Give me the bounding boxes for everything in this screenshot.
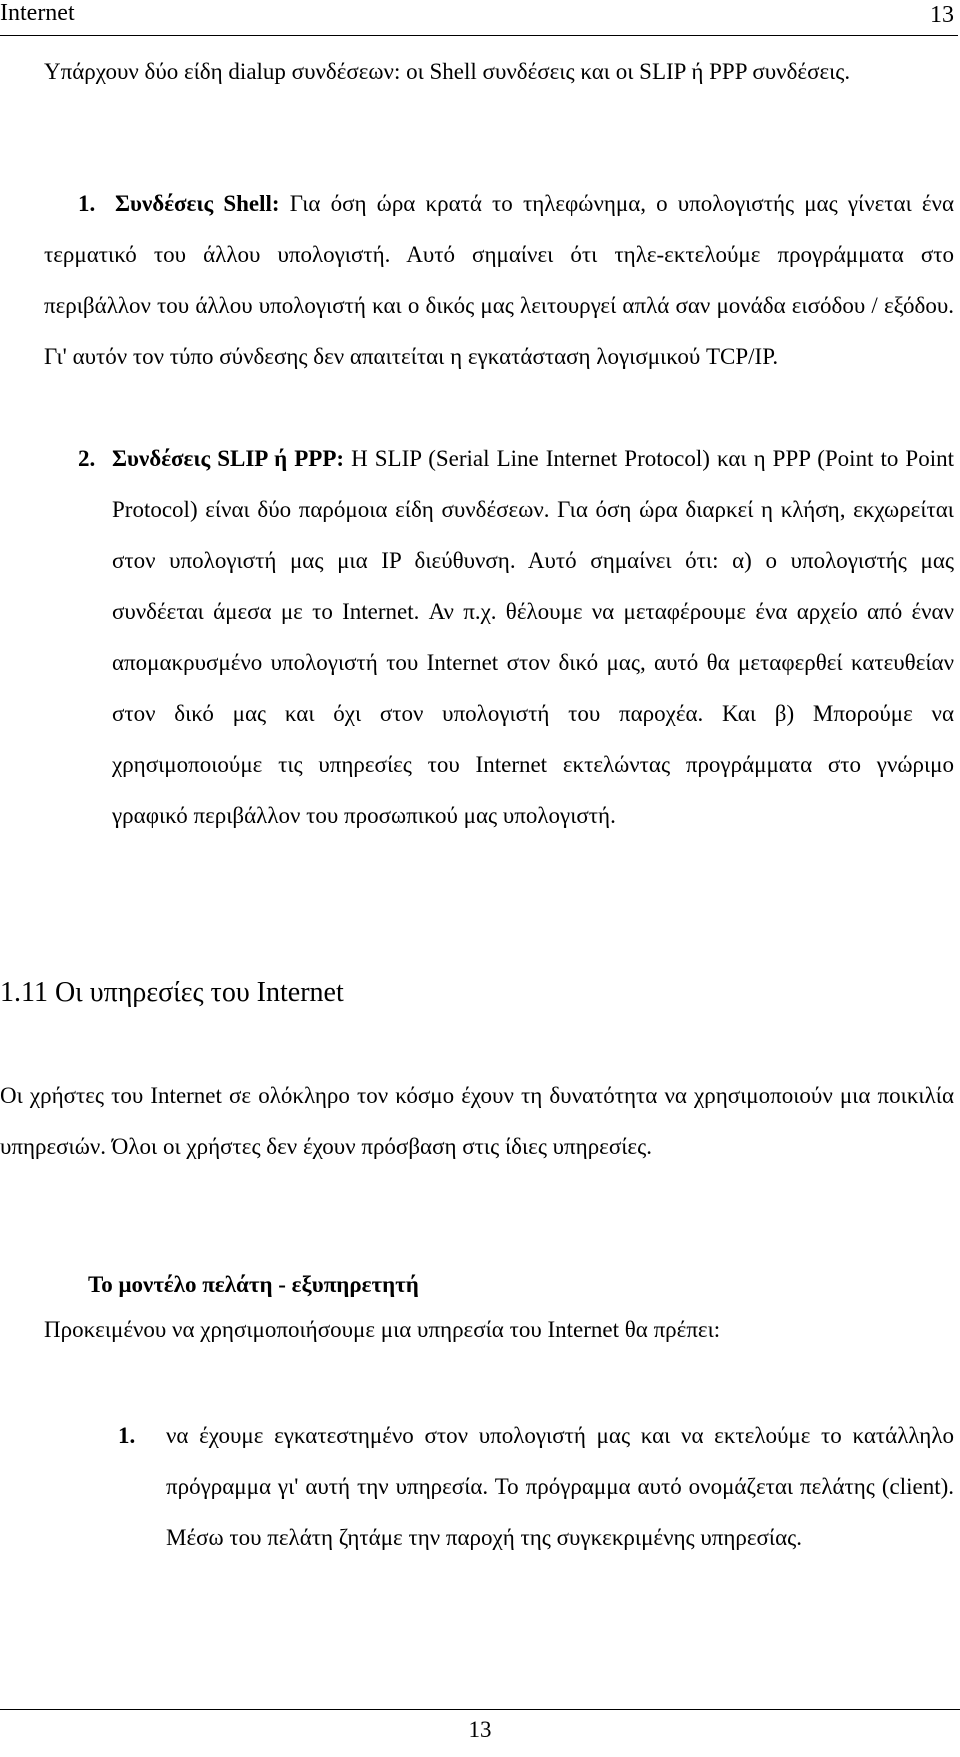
list-item-lead: Συνδέσεις SLIP ή PPP:	[112, 446, 345, 471]
list-item	[0, 433, 954, 841]
list-item-lead: Συνδέσεις Shell:	[115, 191, 280, 216]
list-item-text: να έχουμε εγκατεστημένο στον υπολογιστή μας και να εκτελούμε το κατάλληλο πρόγραμμα γι' αυτή την υπηρεσία. Το πρόγραμμα αυτό ονομάζεται πελάτης (client). Μέσω του πελάτη ζητάμε την παροχή της συγκεκριμένης υπηρεσίας.	[166, 1423, 954, 1550]
section-title: 1.11 Οι υπηρεσίες του Internet	[0, 977, 344, 1008]
list-item-text: Η SLIP (Serial Line Internet Protocol) και η PPP (Point to Point Protocol) είναι δύο παρόμοια είδη συνδέσεων. Για όση ώρα διαρκεί η κλήση, εκχωρείται στον υπολογιστή μας μια IP διεύθυνση. Αυτό σημαίνει ότι: α) ο υπολογιστής μας συνδέεται άμεσα με το Internet. Αν π.χ. θέλουμε να μεταφέρουμε ένα αρχείο από έναν απομακρυσμένο υπολογιστή του Internet στον δικό μας, αυτό θα μεταφερθεί κατευθείαν στον δικό μας και όχι στον υπολογιστή του παροχέα. Και β) Μπορούμε να χρησιμοποιούμε τις υπηρεσίες του Internet εκτελώντας προγράμματα στο γνώριμο γραφικό περιβάλλον του προσωπικού μας υπολογιστή.	[112, 446, 955, 828]
list-item-text: Για όση ώρα κρατά το τηλεφώνημα, ο υπολογιστής μας γίνεται ένα τερματικό του άλλου υπολογιστή. Αυτό σημαίνει ότι τηλε-εκτελούμε προγράμματα στο περιβάλλον του άλλου υπολογιστή και ο δικός μας λειτουργεί απλά σαν μονάδα εισόδου / εξόδου. Γι' αυτόν τον τύπο σύνδεσης δεν απαιτείται η εγκατάσταση λογισμικού TCP/IP.	[44, 191, 955, 369]
intro-paragraph: Υπάρχουν δύο είδη dialup συνδέσεων: οι Shell συνδέσεις και οι SLIP ή PPP συνδέσεις.	[44, 59, 851, 84]
list-item	[0, 1410, 954, 1563]
list-item-number: 2.	[78, 446, 96, 471]
header-title: Internet	[0, 0, 75, 26]
list-item-number: 1.	[118, 1423, 136, 1448]
client-server-intro: Προκειμένου να χρησιμοποιήσουμε μια υπηρεσία του Internet θα πρέπει:	[44, 1317, 721, 1342]
subheading: Το μοντέλο πελάτη - εξυπηρετητή	[88, 1272, 419, 1297]
footer-page-number: 13	[468, 1717, 492, 1742]
page-header	[0, 0, 958, 36]
list-item-body	[44, 178, 954, 382]
header-page-number: 13	[930, 2, 954, 28]
footer-divider	[0, 1709, 960, 1710]
list-item	[0, 178, 954, 382]
list-item-body	[112, 433, 954, 841]
list-item-number: 1.	[78, 191, 96, 216]
section-paragraph: Οι χρήστες του Internet σε ολόκληρο τον κόσμο έχουν τη δυνατότητα να χρησιμοποιούν μια ποικιλία υπηρεσιών. Όλοι οι χρήστες δεν έχουν πρόσβαση στις ίδιες υπηρεσίες.	[0, 1083, 954, 1159]
